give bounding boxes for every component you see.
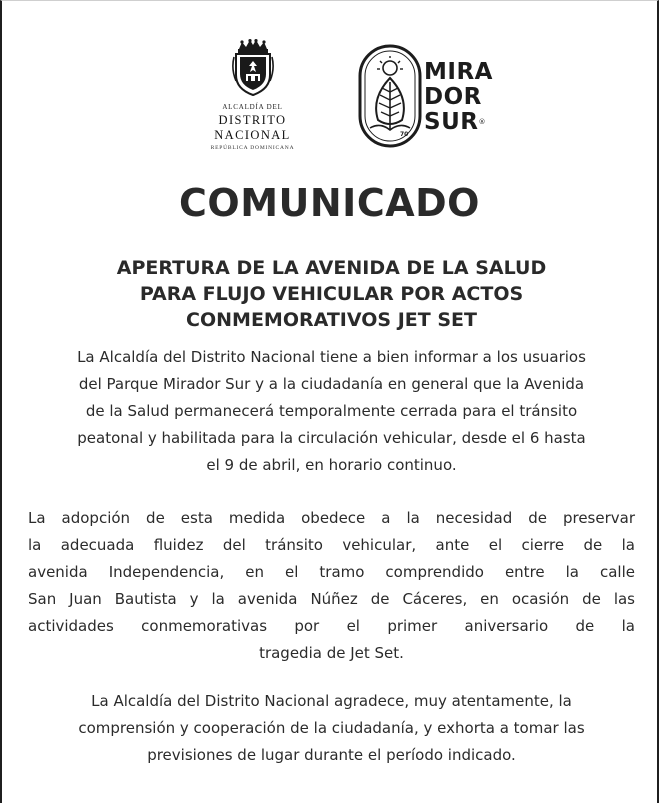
wordmark-line-3-text: SUR xyxy=(424,109,479,135)
paragraph-line: La Alcaldía del Distrito Nacional agradece, muy atentamente, la xyxy=(91,692,572,710)
wordmark-line-3 xyxy=(424,110,493,135)
paragraph-line: La adopción de esta medida obedece a la necesidad de preservar xyxy=(28,509,635,527)
paragraph-line: actividades conmemorativas por el primer aniversario de la xyxy=(28,617,635,635)
communique-subtitle xyxy=(42,255,621,333)
republica-dominicana-label: REPÚBLICA DOMINICANA xyxy=(210,145,295,151)
subtitle-line: CONMEMORATIVOS JET SET xyxy=(186,309,477,331)
paragraph-line: peatonal y habilitada para la circulación vehicular, desde el 6 hasta xyxy=(77,429,586,447)
paragraph-line: previsiones de lugar durante el período indicado. xyxy=(147,746,516,764)
svg-text:70: 70 xyxy=(400,131,409,138)
mirador-sur-wordmark xyxy=(424,60,493,135)
coat-of-arms-icon xyxy=(231,39,275,97)
paragraph-2 xyxy=(28,505,635,667)
paragraph-1 xyxy=(28,344,635,479)
alcaldia-distrito-nacional-logo xyxy=(180,39,325,151)
paragraph-line: comprensión y cooperación de la ciudadanía, y exhorta a tomar las xyxy=(78,719,585,737)
registered-mark: ® xyxy=(478,118,486,126)
paragraph-line: la adecuada fluidez del tránsito vehicular, ante el cierre de la xyxy=(28,536,635,554)
mirador-sur-logo xyxy=(358,44,493,148)
subtitle-line: PARA FLUJO VEHICULAR POR ACTOS xyxy=(139,283,524,305)
header-logos xyxy=(2,39,657,154)
wordmark-line-2: DOR xyxy=(424,84,482,110)
paragraph-line: La Alcaldía del Distrito Nacional tiene a bien informar a los usuarios xyxy=(77,348,586,366)
wordmark-line-1: MIRA xyxy=(424,59,493,85)
mirador-sur-emblem-icon xyxy=(358,44,422,148)
alcaldia-label: ALCALDÍA DEL xyxy=(222,103,283,111)
paragraph-line: tragedia de Jet Set. xyxy=(259,644,404,662)
page-title: COMUNICADO xyxy=(179,181,480,225)
paragraph-line: de la Salud permanecerá temporalmente cerrada para el tránsito xyxy=(85,402,578,420)
distrito-nacional-label: DISTRITO NACIONAL xyxy=(214,113,291,142)
paragraph-line: avenida Independencia, en el tramo comprendido entre la calle xyxy=(28,563,635,581)
subtitle-line: APERTURA DE LA AVENIDA DE LA SALUD xyxy=(116,257,547,279)
paragraph-line: el 9 de abril, en horario continuo. xyxy=(206,456,457,474)
paragraph-line: del Parque Mirador Sur y a la ciudadanía en general que la Avenida xyxy=(78,375,585,393)
paragraph-line: San Juan Bautista y la avenida Núñez de Cáceres, en ocasión de las xyxy=(28,590,635,608)
paragraph-3 xyxy=(28,688,635,769)
